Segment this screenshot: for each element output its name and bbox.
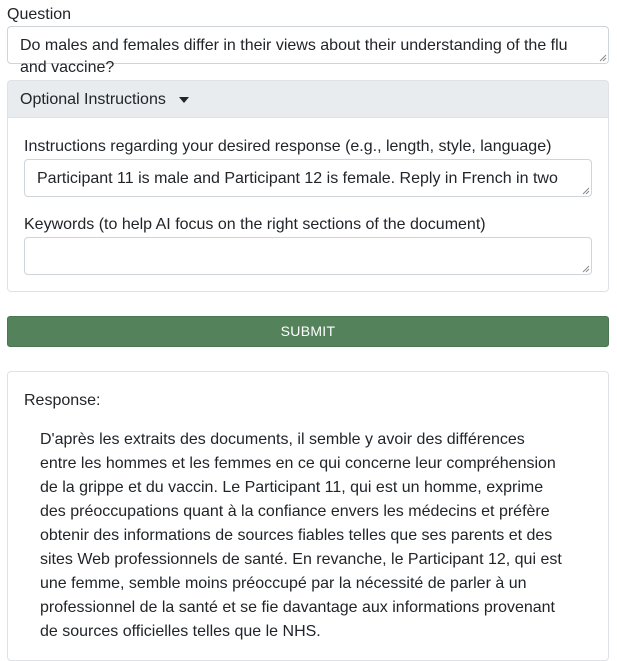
optional-instructions-panel (7, 118, 609, 292)
instructions-label: Instructions regarding your desired response (e.g., length, style, language) (24, 138, 552, 155)
response-line: des préoccupations quant à la confiance envers les médecins et préfère (40, 503, 550, 520)
response-line: sites Web professionnels de santé. En revanche, le Participant 12, qui est (40, 551, 562, 568)
resize-grip-icon[interactable] (581, 264, 590, 273)
response-line: entre les hommes et les femmes en ce qui concerne leur compréhension (40, 455, 556, 472)
instructions-input-text: Participant 11 is male and Participant 12 is female. Reply in French in two (37, 170, 558, 187)
question-input-text-line1: Do males and females differ in their views about their understanding of the flu (20, 37, 568, 54)
response-line: D'après les extraits des documents, il semble y avoir des différences (40, 431, 525, 448)
response-text (40, 428, 580, 644)
response-card (7, 371, 609, 661)
response-line: de sources officielles telles que le NHS. (40, 623, 321, 640)
response-line: professionnel de la santé et se fie davantage aux informations provenant (40, 599, 555, 616)
keywords-label: Keywords (to help AI focus on the right sections of the document) (24, 216, 486, 233)
caret-down-icon (179, 97, 189, 103)
optional-instructions-label: Optional Instructions (20, 91, 166, 108)
resize-grip-icon[interactable] (581, 186, 590, 195)
optional-instructions-toggle[interactable] (7, 80, 609, 118)
question-input[interactable] (7, 26, 609, 76)
response-line: de la grippe et du vaccin. Le Participant 11, qui est un homme, exprime (40, 479, 544, 496)
response-label: Response: (24, 392, 101, 409)
submit-button[interactable]: SUBMIT (7, 316, 609, 347)
response-line: une femme, semble moins préoccupé par la nécessité de parler à un (40, 575, 527, 592)
question-input-text-line2: and vaccine? (20, 59, 115, 76)
question-label: Question (7, 6, 72, 23)
response-line: obtenir des informations de sources fiables telles que ses parents et des (40, 527, 553, 544)
resize-grip-icon[interactable] (598, 53, 607, 62)
keywords-input[interactable] (24, 237, 592, 275)
instructions-input[interactable] (24, 159, 592, 197)
